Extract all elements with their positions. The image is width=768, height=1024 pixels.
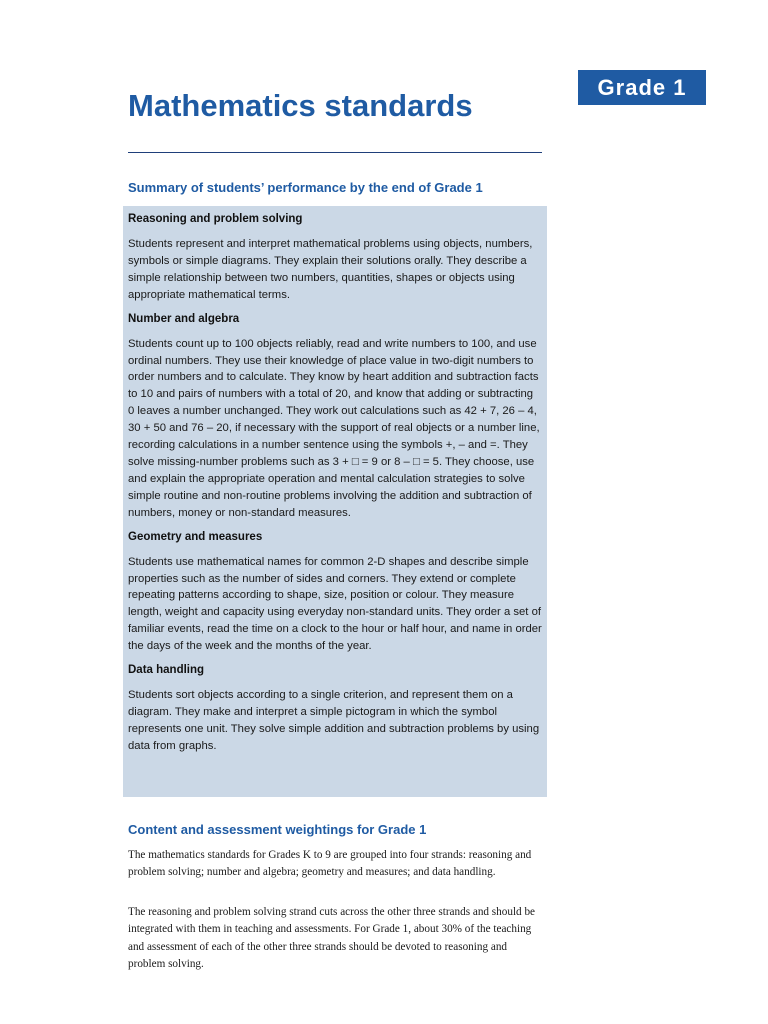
weightings-heading: Content and assessment weightings for Grade 1 xyxy=(128,822,427,837)
summary-box xyxy=(123,206,547,797)
strand-body: Students represent and interpret mathematical problems using objects, numbers, symbols or simple diagrams. They explain their solutions orally. They describe a simple relationship between two numbers, quantities, shapes or objects using appropriate mathematical terms. xyxy=(128,238,533,301)
strand-title: Geometry and measures xyxy=(128,530,263,543)
page-title: Mathematics standards xyxy=(128,88,473,123)
strand-body: Students count up to 100 objects reliably, read and write numbers to 100, and use ordinal numbers. They use their knowledge of place value in two-digit numbers to order numbers and to calculate. They know by heart addition and subtraction facts to 10 and pairs of numbers with a total of 20, and know that adding or subtracting 0 leaves a number unchanged. They work out calculations such as 42 + 7, 26 – 4, 30 + 50 and 76 – 20, if necessary with the support of real objects or a number line, recording calculations in a number sentence using the symbols +, – and =. They solve missing-number problems such as 3 + □ = 9 or 8 – □ = 5. They choose, use and explain the appropriate operation and mental calculation strategies to solve simple routine and non-routine problems involving the addition and subtraction of numbers, money or non-standard measures. xyxy=(128,337,540,519)
weightings-paragraph: The mathematics standards for Grades K to 9 are grouped into four strands: reasoning and problem solving; number and algebra; geometry and measures; and data handling. xyxy=(128,849,532,879)
title-divider xyxy=(128,152,542,153)
summary-heading: Summary of students’ performance by the end of Grade 1 xyxy=(128,180,483,195)
grade-badge: Grade 1 xyxy=(578,70,706,105)
strand-geometry-measures xyxy=(128,530,542,655)
strand-title: Number and algebra xyxy=(128,312,240,325)
strand-number-algebra xyxy=(128,312,542,522)
strand-reasoning xyxy=(128,212,542,304)
strand-body: Students sort objects according to a single criterion, and represent them on a diagram. They make and interpret a simple pictogram in which the symbol represents one unit. They solve simple addition and subtraction problems by using data from graphs. xyxy=(128,689,540,752)
strand-title: Data handling xyxy=(128,664,205,677)
strand-body: Students use mathematical names for common 2-D shapes and describe simple properties such as the number of sides and corners. They extend or complete repeating patterns according to shape, size, position or colour. They measure length, weight and capacity using everyday non-standard units. They order a set of familiar events, read the time on a clock to the hour or half hour, and name in order the days of the week and the months of the year. xyxy=(128,555,542,653)
strand-data-handling xyxy=(128,663,542,755)
weightings-paragraph: The reasoning and problem solving strand cuts across the other three strands and should be integrated with them in teaching and assessments. For Grade 1, about 30% of the teaching and assessment of each of the other three strands should be devoted to reasoning and problem solving. xyxy=(128,906,535,970)
strand-title: Reasoning and problem solving xyxy=(128,213,303,225)
